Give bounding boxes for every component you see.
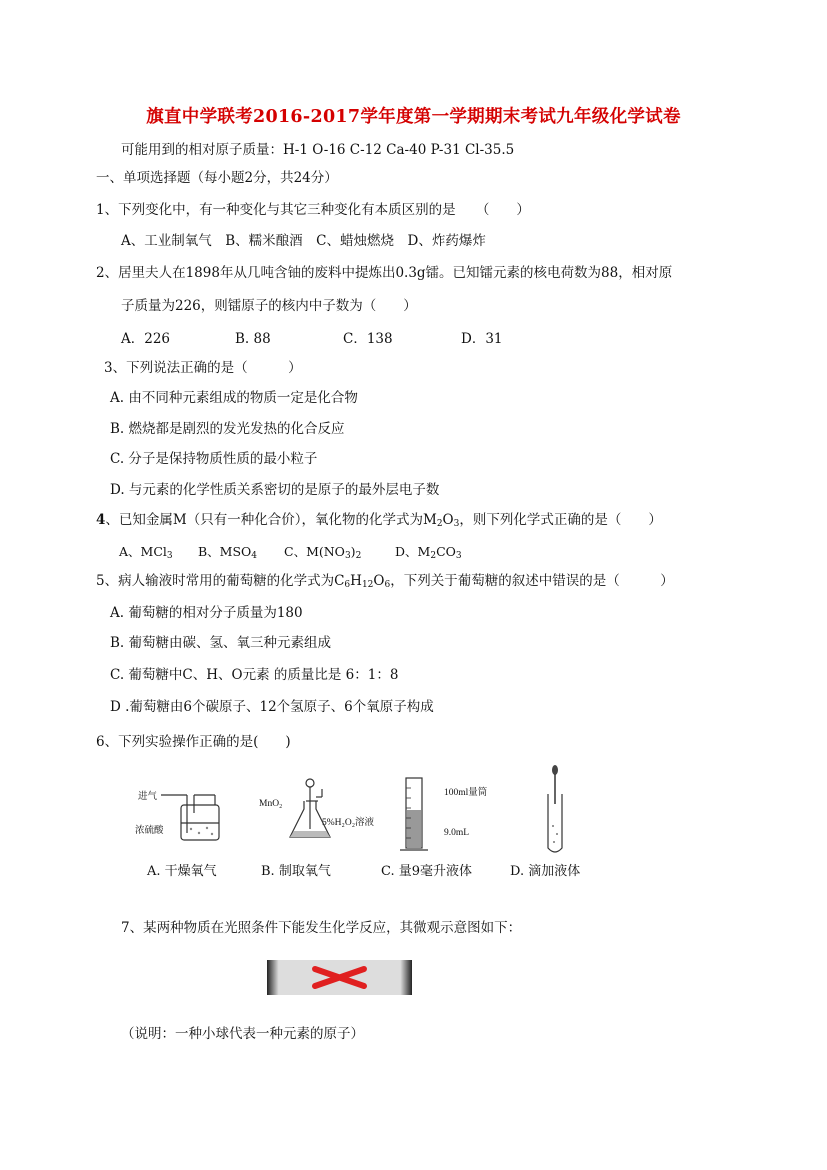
q4-option-b: B、$MSO_4$: [198, 544, 258, 561]
q2-option-a: A．226: [121, 331, 171, 347]
fig-c-label-cylinder: 100ml量筒: [444, 788, 488, 798]
fig-b-caption: B. 制取氧气: [261, 864, 331, 879]
q5-option-a: A. 葡萄糖的相对分子质量为180: [110, 605, 303, 621]
q2-option-d: D．31: [461, 331, 503, 347]
q2-stem-line2: 子质量为226，则镭原子的核内中子数为（ ）: [121, 298, 417, 314]
q4-option-c: C、$M(NO_3)_2$: [284, 544, 362, 561]
fig-b-oxygen-preparation: [278, 775, 358, 845]
fig-c-caption: C. 量9毫升液体: [381, 864, 473, 879]
q4-stem: 4、已知金属M（只有一种化合价），氧化物的化学式为$M_2O_3$，则下列化学式正确的是（ ）: [96, 512, 662, 529]
q5-option-c: C. 葡萄糖中C、H、O元素 的质量比是 6：1：8: [110, 667, 399, 683]
q3-option-d: D. 与元素的化学性质关系密切的是原子的最外层电子数: [110, 482, 440, 498]
q7-stem: 7、某两种物质在光照条件下能发生化学反应，其微观示意图如下：: [121, 920, 522, 936]
q5-option-b: B. 葡萄糖由碳、氢、氧三种元素组成: [110, 635, 332, 651]
q4-option-d: D、$M_2CO_3$: [395, 544, 462, 561]
fig-d-caption: D. 滴加液体: [510, 864, 581, 879]
q4-option-a: A、MCl$_3$: [119, 544, 173, 561]
fig-d-dropper-tube: [540, 764, 570, 856]
fig-a-label-inlet: 进气: [138, 792, 158, 802]
q5-option-d: D .葡萄糖由6个碳原子、12个氢原子、6个氧原子构成: [110, 699, 434, 715]
q3-option-b: B. 燃烧都是剧烈的发光发热的化合反应: [110, 421, 345, 437]
q3-option-c: C. 分子是保持物质性质的最小粒子: [110, 451, 318, 467]
section-heading: 一、单项选择题（每小题2分，共24分）: [96, 170, 338, 186]
q7-note: （说明：一种小球代表一种元素的原子）: [121, 1026, 364, 1042]
atomic-mass-line: 可能用到的相对原子质量：H-1 O-16 C-12 Ca-40 P-31 Cl-35.5: [121, 142, 515, 158]
fig-b-label-mno2: MnO₂: [259, 799, 283, 809]
q1-options: A、工业制氧气 B、糯米酿酒 C、蜡烛燃烧 D、炸药爆炸: [121, 233, 486, 249]
q2-option-c: C．138: [343, 331, 393, 347]
fig-c-label-volume: 9.0mL: [444, 828, 470, 838]
exam-title: 旗直中学联考2016-2017学年度第一学期期末考试九年级化学试卷: [146, 107, 681, 127]
q3-option-a: A. 由不同种元素组成的物质一定是化合物: [110, 390, 358, 406]
q5-stem: 5、病人输液时常用的葡萄糖的化学式为$C_6H_{12}O_6$，下列关于葡萄糖的叙述中错误的是（ ）: [96, 573, 674, 590]
fig-c-graduated-cylinder: [398, 776, 438, 856]
q6-stem: 6、下列实验操作正确的是( ): [96, 734, 291, 750]
q1-stem: 1、下列变化中，有一种变化与其它三种变化有本质区别的是 （ ）: [96, 202, 530, 218]
q2-stem-line1: 2、居里夫人在1898年从几吨含铀的废料中提炼出0.3g镭。已知镭元素的核电荷数为88，相对原: [96, 265, 673, 281]
q2-option-b: B. 88: [235, 331, 271, 347]
fig-b-label-h2o2: 5%H₂O₂溶液: [322, 818, 375, 828]
q7-broken-image-placeholder: [267, 960, 412, 995]
q3-stem: 3、下列说法正确的是（ ）: [104, 360, 302, 376]
fig-a-caption: A. 干燥氧气: [147, 864, 217, 879]
fig-a-label-acid: 浓硫酸: [135, 826, 164, 836]
